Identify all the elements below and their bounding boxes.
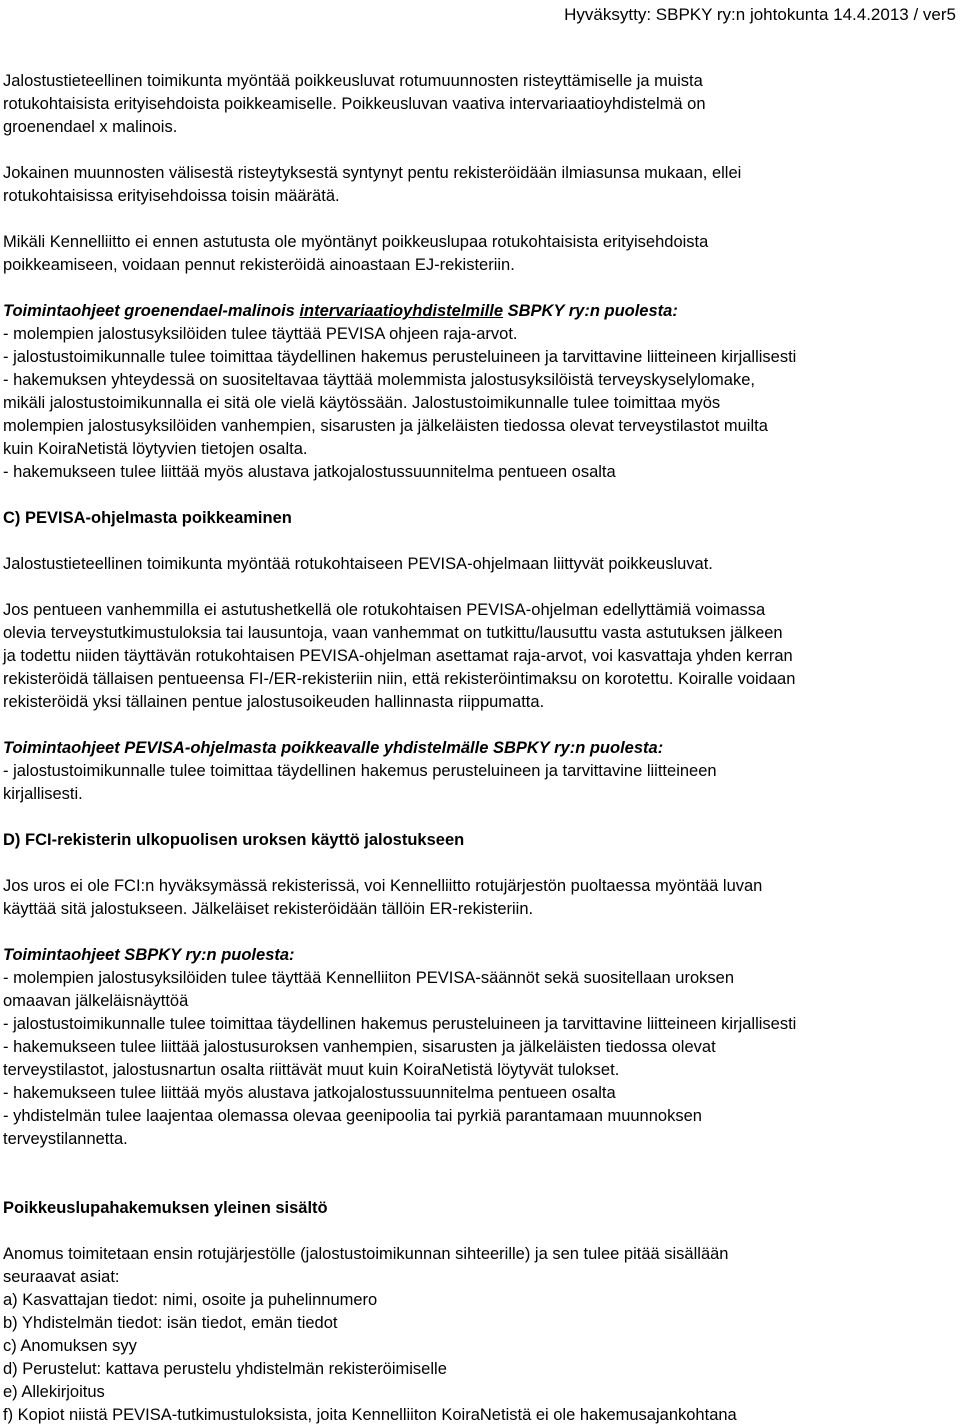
- list-item: b) Yhdistelmän tiedot: isän tiedot, emän tiedot: [3, 1314, 338, 1332]
- list-item: terveystilannetta.: [3, 1130, 128, 1148]
- text-line: Jos uros ei ole FCI:n hyväksymässä rekisterissä, voi Kennelliitto rotujärjestön puoltaessa myöntää luvan: [3, 877, 763, 895]
- text-line: olevia terveystutkimustuloksia tai lausuntoja, vaan vanhemmat on tutkittu/lausuttu vasta astutuksen jälkeen: [3, 624, 783, 642]
- text-line: seuraavat asiat:: [3, 1268, 120, 1286]
- text-line: Mikäli Kennelliitto ei ennen astutusta ole myöntänyt poikkeuslupaa rotukohtaisista erityisehdoista: [3, 233, 709, 251]
- list-item: - molempien jalostusyksilöiden tulee täyttää PEVISA ohjeen raja-arvot.: [3, 325, 518, 343]
- section-d-instructions-heading: Toimintaohjeet SBPKY ry:n puolesta:: [3, 946, 295, 964]
- application-heading: Poikkeuslupahakemuksen yleinen sisältö: [3, 1199, 328, 1217]
- list-item: e) Allekirjoitus: [3, 1383, 105, 1401]
- text-line: rotukohtaisissa erityisehdoissa toisin määrätä.: [3, 187, 340, 205]
- list-item: - hakemuksen yhteydessä on suositeltavaa täyttää molemmista jalostusyksilöistä terveyskyselylomake,: [3, 371, 755, 389]
- section-c-instructions-list: [3, 760, 955, 806]
- application-intro: [3, 1243, 955, 1289]
- text-line: Jos pentueen vanhemmilla ei astutushetkellä ole rotukohtaisen PEVISA-ohjelman edellyttämiä voimassa: [3, 601, 766, 619]
- list-item: - hakemukseen tulee liittää myös alustava jatkojalostussuunnitelma pentueen osalta: [3, 463, 616, 481]
- application-items-list: [3, 1289, 955, 1427]
- list-item: mikäli jalostustoimikunnalla ei sitä ole vielä käytössään. Jalostustoimikunnalle tulee toimittaa myös: [3, 394, 721, 412]
- list-item: - hakemukseen tulee liittää myös alustava jatkojalostussuunnitelma pentueen osalta: [3, 1084, 616, 1102]
- list-item: terveystilastot, jalostusnartun osalta riittävät muut kuin KoiraNetistä löytyvät tulokset.: [3, 1061, 620, 1079]
- text-line: rekisteröidä tällaisen pentueensa FI-/ER-rekisteriin niin, että rekisteröintimaksu on korotettu. Koiralle voidaan: [3, 670, 796, 688]
- text-line: rotukohtaisista erityisehdoista poikkeamiselle. Poikkeusluvan vaativa intervariaatioyhdistelmä on: [3, 95, 706, 113]
- text-line: groenendael x malinois.: [3, 118, 178, 136]
- list-item: a) Kasvattajan tiedot: nimi, osoite ja puhelinnumero: [3, 1291, 378, 1309]
- intro-paragraph-1: [3, 70, 955, 139]
- list-item: - jalostustoimikunnalle tulee toimittaa täydellinen hakemus perusteluineen ja tarvittavine liitteineen kirjallisesti: [3, 1015, 797, 1033]
- list-item: - jalostustoimikunnalle tulee toimittaa täydellinen hakemus perusteluineen ja tarvittavine liitteineen kirjallisesti: [3, 348, 797, 366]
- text-line: Jokainen muunnosten välisestä risteytyksestä syntynyt pentu rekisteröidään ilmiasunsa mukaan, ellei: [3, 164, 742, 182]
- list-item: omaavan jälkeläisnäyttöä: [3, 992, 189, 1010]
- text-line: käyttää sitä jalostukseen. Jälkeläiset rekisteröidään tällöin ER-rekisteriin.: [3, 900, 534, 918]
- section-c-paragraph-2: [3, 599, 955, 714]
- text-line: poikkeamiseen, voidaan pennut rekisteröidä ainoastaan EJ-rekisteriin.: [3, 256, 515, 274]
- text-line: ja todettu niiden täyttävän rotukohtaisen PEVISA-ohjelman asettamat raja-arvot, voi kasvattaja yhden kerran: [3, 647, 793, 665]
- intro-paragraph-2: [3, 162, 955, 208]
- list-item: f) Kopiot niistä PEVISA-tutkimustuloksista, joita Kennelliiton KoiraNetistä ei ole hakemusajankohtana: [3, 1406, 737, 1424]
- text-line: Anomus toimitetaan ensin rotujärjestölle (jalostustoimikunnan sihteerille) ja sen tulee pitää sisällään: [3, 1245, 729, 1263]
- list-item: d) Perustelut: kattava perustelu yhdistelmän rekisteröimiselle: [3, 1360, 447, 1378]
- list-item: molempien jalostusyksilöiden vanhempien, sisarusten ja jälkeläisten tiedossa olevat terveystilastot muilta: [3, 417, 768, 435]
- section-c-instructions-heading: Toimintaohjeet PEVISA-ohjelmasta poikkeavalle yhdistelmälle SBPKY ry:n puolesta:: [3, 739, 664, 757]
- section-d-instructions-list: [3, 967, 955, 1151]
- text-line: rekisteröidä yksi tällainen pentue jalostusoikeuden hallinnasta riippumatta.: [3, 693, 545, 711]
- instructions-groenendael-heading: Toimintaohjeet groenendael-malinois intervariaatioyhdistelmille SBPKY ry:n puolesta:: [3, 302, 678, 320]
- section-d-heading: D) FCI-rekisterin ulkopuolisen uroksen käyttö jalostukseen: [3, 831, 465, 849]
- section-c-heading: C) PEVISA-ohjelmasta poikkeaminen: [3, 509, 292, 527]
- list-item: - yhdistelmän tulee laajentaa olemassa olevaa geenipoolia tai pyrkiä parantamaan muunnoksen: [3, 1107, 702, 1125]
- list-item: - jalostustoimikunnalle tulee toimittaa täydellinen hakemus perusteluineen ja tarvittavine liitteineen: [3, 762, 717, 780]
- intro-paragraph-3: [3, 231, 955, 277]
- instructions-groenendael-list: [3, 323, 955, 484]
- list-item: c) Anomuksen syy: [3, 1337, 137, 1355]
- section-d-paragraph-1: [3, 875, 955, 921]
- section-c-paragraph-1: Jalostustieteellinen toimikunta myöntää rotukohtaiseen PEVISA-ohjelmaan liittyvät poikkeusluvat.: [3, 555, 713, 573]
- list-item: kuin KoiraNetistä löytyvien tietojen osalta.: [3, 440, 308, 458]
- list-item: - hakemukseen tulee liittää jalostusuroksen vanhempien, sisarusten ja jälkeläisten tiedossa olevat: [3, 1038, 716, 1056]
- list-item: kirjallisesti.: [3, 785, 83, 803]
- document-body: [3, 70, 955, 1427]
- document-header: Hyväksytty: SBPKY ry:n johtokunta 14.4.2013 / ver5: [564, 5, 956, 24]
- text-line: Jalostustieteellinen toimikunta myöntää poikkeusluvat rotumuunnosten risteyttämiselle ja muista: [3, 72, 703, 90]
- list-item: - molempien jalostusyksilöiden tulee täyttää Kennelliiton PEVISA-säännöt sekä suositellaan uroksen: [3, 969, 734, 987]
